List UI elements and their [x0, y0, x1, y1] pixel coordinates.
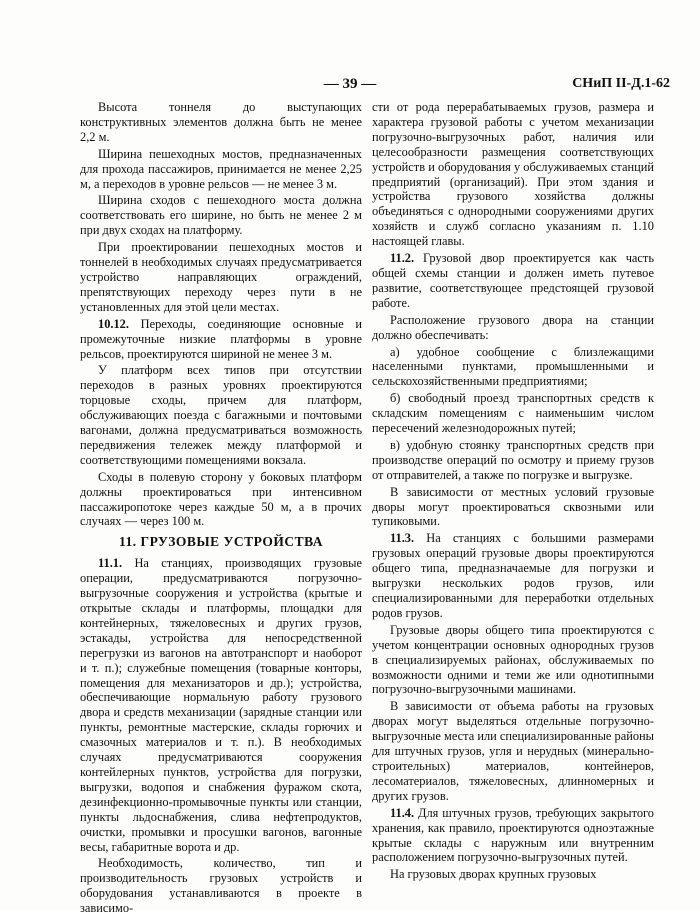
clause-text: Грузовой двор проектируется как часть общей схемы станции и должен иметь путевое развитие, соответствующее предстоящей грузовой работе. — [372, 251, 654, 310]
paragraph-continued: сти от рода перерабатываемых грузов, размера и характера грузовой работы с учетом механизации погрузочно-выгрузочных работ, наличия или целесообразности размещения соответствующих устройств и оборудования у обслуживаемых станций предприятий (организаций). При этом здания и устройства грузового хозяйства должны объединяться с однородными сооружениями других хозяйств и служб согласно указаниям п. 1.10 настоящей главы. — [372, 100, 654, 249]
clause-text: На станциях, производящих грузовые операции, предусматриваются погрузочно-выгрузочные сооружения и устройства (крытые и открытые склады и платформы, площадки для контейнерных, тяжеловесных и других грузов, эстакады, устройства для непосредственной перегрузки из вагонов на автотранспорт и наоборот и т. п.); служебные помещения (товарные конторы, помещения для механизаторов и др.); устройства, обеспечивающие нормальную работу грузового двора и средств механизации (зарядные станции или пункты, ремонтные мастерские, склады горючих и смазочных материалов и т. п.). В необходимых случаях предусматриваются сооружения контейлерных пунктов, устройства для погрузки, выгрузки, водопоя и снабжения фуражом скота, дезинфекционно-промывочные пункты или станции, пункты льдоснабжения, слива нефтепродуктов, очистки, промывки и просушки вагонов, вагонные весы, габаритные ворота и др. — [80, 556, 362, 854]
paragraph: Ширина пешеходных мостов, предназначенных для прохода пассажиров, принимается не менее 2,25 м, а переходов в уровне рельсов — не менее 3 м. — [80, 146, 362, 191]
clause-number: 11.1. — [98, 556, 123, 571]
paragraph: При проектировании пешеходных мостов и тоннелей в необходимых случаях предусматривается устройство направляющих ограждений, препятствующих переходу через пути в не установленных для этой цели местах. — [80, 240, 362, 314]
clause-number: 10.12. — [98, 316, 129, 331]
paragraph — [372, 251, 654, 311]
clause-text: Переходы, соединяющие основные и промежуточные низкие платформы в уровне рельсов, проектируются шириной не менее 3 м. — [80, 316, 362, 361]
list-item: б) свободный проезд транспортных средств к складским помещениям с наименьшим числом пересечений железнодорожных путей; — [372, 391, 654, 436]
document-code: СНиП II-Д.1-62 — [572, 76, 670, 91]
paragraph — [80, 317, 362, 362]
clause-number: 11.4. — [390, 805, 415, 820]
paragraph — [372, 531, 654, 620]
clause-number: 11.2. — [390, 251, 415, 266]
paragraph: У платформ всех типов при отсутствии переходов в разных уровнях проектируются торцовые сходы, причем для платформ, обслуживающих поезда с багажными и почтовыми вагонами, должна предусматриваться возможность передвижения тележек между платформой и соответствующими помещениями вокзала. — [80, 363, 362, 467]
clause-text: Для штучных грузов, требующих закрытого хранения, как правило, проектируются одноэтажные крытые склады с наружным или внутренним расположением погрузочно-выгрузочных путей. — [372, 805, 654, 865]
paragraph: В зависимости от объема работы на грузовых дворах могут выделяться отдельные погрузочно-выгрузочные места или специализированные районы для штучных грузов, угля и нерудных (минерально-строительных) материалов, контейнеров, лесоматериалов, тяжеловесных, длинномерных и других грузов. — [372, 699, 654, 803]
paragraph: На грузовых дворах крупных грузовых — [390, 867, 597, 882]
left-column — [80, 100, 362, 918]
clause-text: На станциях с большими размерами грузовых операций грузовые дворы проектируются общего типа, предназначаемые для погрузки и выгрузки нескольких родов грузов, или специализированными для переработки отдельных родов грузов. — [372, 531, 654, 620]
paragraph: Необходимость, количество, тип и производительность грузовых устройств и оборудования устанавливаются в проекте в зависимо- — [80, 856, 362, 916]
paragraph: Высота тоннеля до выступающих конструктивных элементов должна быть не менее 2,2 м. — [80, 100, 362, 144]
paragraph: Ширина сходов с пешеходного моста должна соответствовать его ширине, но быть не менее 2 м при двух сходах на платформу. — [80, 193, 362, 238]
paragraph — [80, 556, 362, 854]
list-item: в) удобную стоянку транспортных средств при производстве операций по осмотру и приему грузов от отправителей, а также по погрузке и выгрузке. — [372, 437, 654, 482]
page-number: — 39 — — [323, 76, 377, 92]
paragraph — [372, 806, 654, 866]
paragraph: В зависимости от местных условий грузовые дворы могут проектироваться сквозными или тупиковыми. — [372, 484, 654, 529]
clause-number: 11.3. — [390, 531, 415, 546]
paragraph: Сходы в полевую сторону у боковых платформ должны проектироваться при интенсивном пассажиропотоке через каждые 50 м, а в прочих случаях — через 100 м. — [80, 469, 362, 529]
list-item: а) удобное сообщение с близлежащими населенными пунктами, промышленными и сельскохозяйственными предприятиями; — [372, 344, 654, 389]
section-heading: 11. ГРУЗОВЫЕ УСТРОЙСТВА — [119, 534, 323, 550]
paragraph: Расположение грузового двора на станции должно обеспечивать: — [372, 312, 654, 342]
paragraph: Грузовые дворы общего типа проектируются с учетом концентрации основных однородных грузов в специализируемых районах, обслуживаемых по возможности одними и теми же или однотипными погрузочно-выгрузочными машинами. — [372, 622, 654, 697]
right-column — [372, 100, 654, 884]
